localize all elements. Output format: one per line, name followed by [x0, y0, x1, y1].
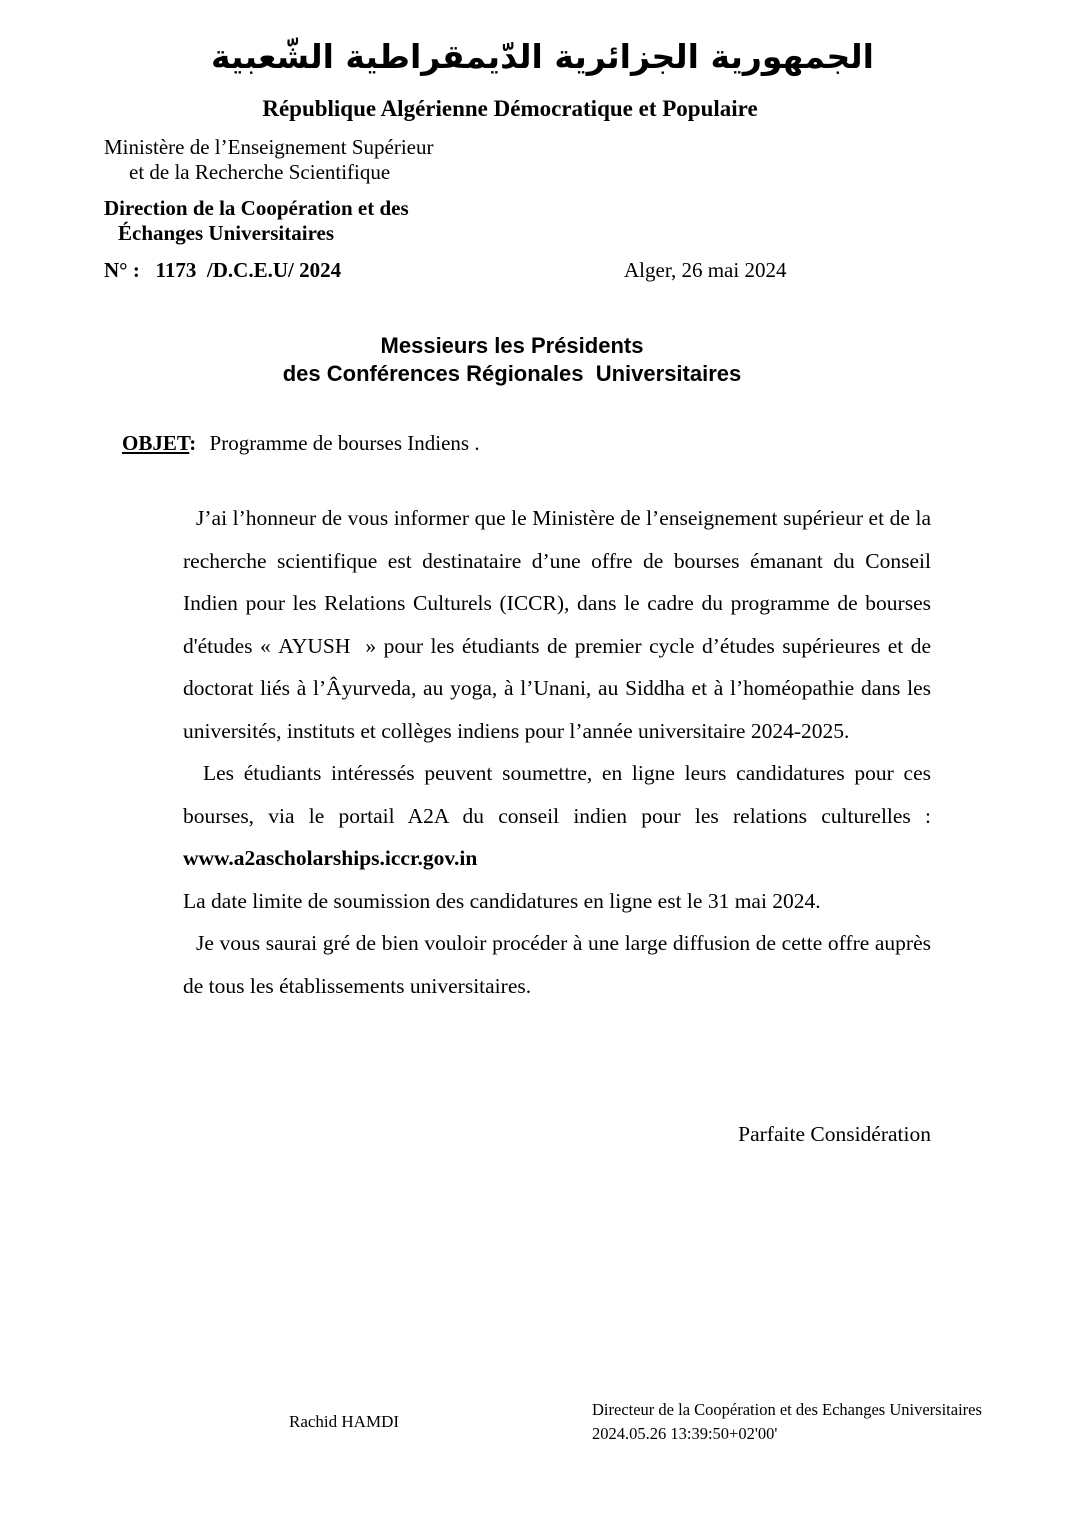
body-paragraph-3: La date limite de soumission des candidatures en ligne est le 31 mai 2024.	[183, 888, 821, 913]
body-paragraph-1: J’ai l’honneur de vous informer que le Ministère de l’enseignement supérieur et de la recherche scientifique est destinataire d’une offre de bourses émanant du Conseil Indien pour les Relations Culturels (ICCR), dans le cadre du programme de bourses d'études « AYUSH » pour les étudiants de premier cycle d’études supérieures et de doctorat liés à l’Âyurveda, au yoga, à l’Unani, au Siddha et à l’homéopathie dans les universités, instituts et collèges indiens pour l’année universitaire 2024-2025.	[183, 506, 931, 743]
ministry-name-line2: et de la Recherche Scientifique	[129, 160, 391, 184]
closing-salutation: Parfaite Considération	[738, 1122, 931, 1146]
place-and-date: Alger, 26 mai 2024	[624, 258, 787, 282]
republic-title: République Algérienne Démocratique et Populaire	[262, 96, 758, 121]
signer-name: Rachid HAMDI	[289, 1412, 400, 1431]
body-paragraph-2	[183, 752, 931, 880]
subject-label: OBJET	[122, 431, 190, 455]
arabic-republic-title: الجمهورية الجزائرية الدّيمقراطية الشّعبية	[211, 37, 874, 76]
recipient-line2: des Conférences Régionales Universitaires	[282, 361, 742, 386]
recipient-line1: Messieurs les Présidents	[380, 333, 644, 358]
direction-name-line1: Direction de la Coopération et des	[104, 196, 409, 220]
subject-colon: :	[189, 431, 197, 455]
direction-name-line2: Échanges Universitaires	[118, 221, 335, 245]
signature-timestamp: 2024.05.26 13:39:50+02'00'	[592, 1424, 778, 1443]
letter-body	[183, 497, 931, 1007]
direction-name	[104, 196, 409, 246]
signature-title: Directeur de la Coopération et des Echanges Universitaires	[592, 1400, 982, 1419]
body-paragraph-4: Je vous saurai gré de bien vouloir procéder à une large diffusion de cette offre auprès de tous les établissements universitaires.	[183, 931, 931, 998]
digital-signature-block	[592, 1398, 982, 1446]
subject-value: Programme de bourses Indiens .	[209, 431, 480, 455]
ministry-name	[104, 135, 434, 185]
subject-row	[122, 431, 480, 456]
recipient-block	[0, 332, 1024, 388]
reference-number: N° : 1173 /D.C.E.U/ 2024	[104, 258, 342, 282]
portal-url: www.a2ascholarships.iccr.gov.in	[183, 846, 478, 870]
ministry-name-line1: Ministère de l’Enseignement Supérieur	[104, 135, 434, 159]
body-paragraph-2-text: Les étudiants intéressés peuvent soumettre, en ligne leurs candidatures pour ces bourses, via le portail A2A du conseil indien pour les relations culturelles :	[183, 761, 931, 828]
